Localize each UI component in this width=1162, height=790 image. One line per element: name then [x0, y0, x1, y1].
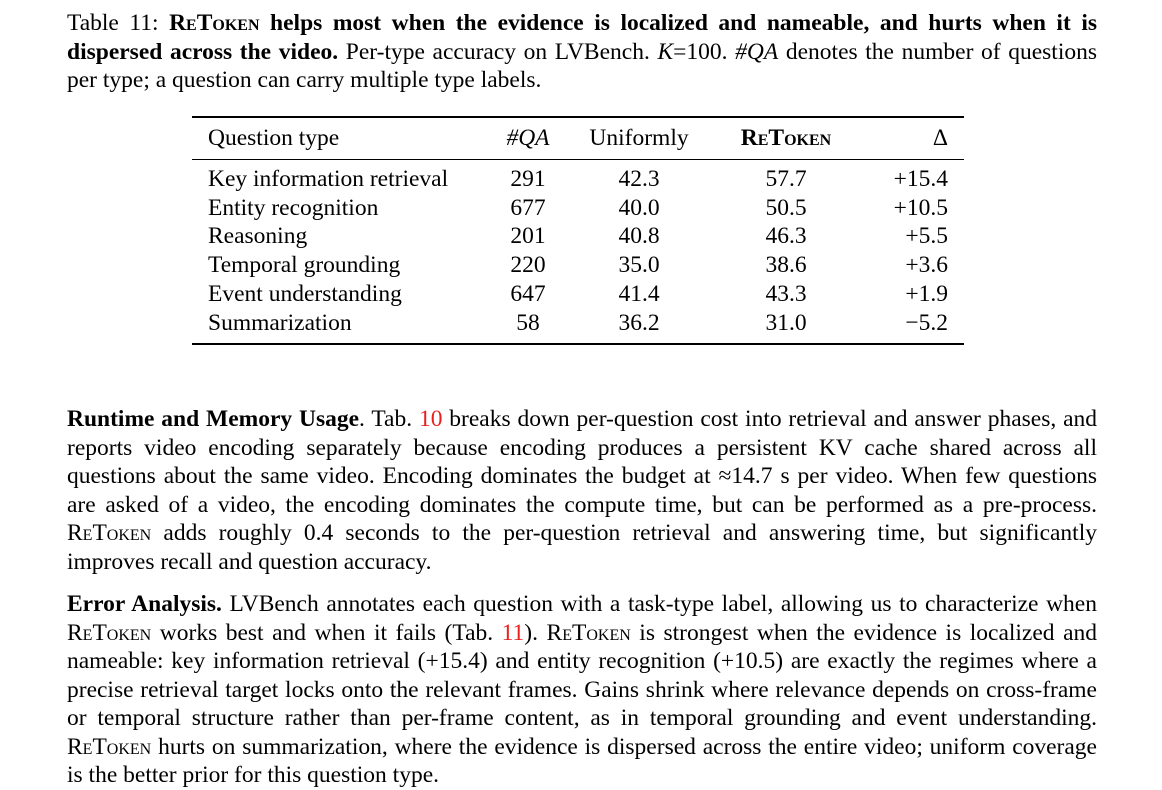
runtime-paragraph	[67, 405, 1097, 576]
cell-uniformly: 35.0	[618, 252, 660, 279]
error-method-name: ReToken	[546, 619, 631, 646]
caption-qa-term: #QA	[735, 38, 779, 65]
cell-question-type: Summarization	[208, 309, 352, 336]
results-table-container	[192, 116, 964, 345]
cell-question-type: Key information retrieval	[208, 166, 449, 192]
results-table	[192, 116, 964, 345]
error-method-name: ReToken	[67, 733, 152, 760]
cell-retoken: 31.0	[765, 309, 807, 336]
header-retoken: ReToken	[740, 125, 832, 151]
table-row	[192, 194, 964, 223]
error-text-2: works best and when it fails (Tab.	[151, 619, 502, 646]
caption-k-value: =100.	[673, 38, 736, 65]
error-method-name: ReToken	[67, 619, 152, 646]
caption-text-1: Per-type accuracy on LVBench.	[338, 38, 658, 65]
runtime-heading-punct: .	[359, 406, 365, 432]
cell-question-type: Entity recognition	[208, 194, 379, 221]
error-text-4: is strongest when the evidence is localized and nameable: key information retrieval (+15.4) and entity recognition (+10.5) are exactly the regimes where a precise retrieval target locks onto the relevant frames. Gains shrink where relevance depends on cross-frame or temporal structure rather than per-frame content, as in temporal grounding and event understanding.	[67, 619, 1097, 731]
cell-question-type: Reasoning	[208, 223, 308, 250]
table-header	[192, 117, 964, 160]
cell-delta: +10.5	[893, 194, 948, 221]
runtime-text-2: adds roughly 0.4 seconds to the per-question retrieval and answering time, but significantly improves recall and question accuracy.	[67, 520, 1097, 575]
header-delta: Δ	[932, 125, 948, 151]
runtime-heading: Runtime and Memory Usage	[67, 406, 360, 432]
cell-delta: +1.9	[905, 280, 948, 307]
header-row	[192, 117, 964, 160]
caption-k-variable: K	[657, 38, 674, 65]
cell-qa-count: 220	[510, 252, 546, 279]
cell-uniformly: 40.8	[618, 223, 660, 250]
runtime-text-1: breaks down per-question cost into retrieval and answer phases, and reports video encoding separately because encoding produces a persistent KV cache shared across all questions about the same video. Encoding dominates the budget at ≈14.7 s per video. When few questions are asked of a video, the encoding dominates the compute time, but can be performed as a pre-process.	[67, 406, 1097, 518]
cell-retoken: 50.5	[765, 194, 807, 221]
table-11-link[interactable]: 11	[501, 619, 525, 646]
cell-retoken: 43.3	[765, 280, 807, 307]
runtime-tab-prefix: Tab.	[364, 406, 419, 432]
cell-uniformly: 42.3	[618, 166, 660, 192]
cell-qa-count: 647	[510, 280, 546, 307]
table-row	[192, 160, 964, 194]
error-text-3: ).	[524, 619, 547, 646]
error-analysis-paragraph	[67, 590, 1097, 790]
table-row	[192, 280, 964, 309]
cell-retoken: 57.7	[765, 166, 807, 192]
cell-delta: +3.6	[905, 252, 948, 279]
caption-bold-rest: helps most when the evidence is localized and nameable, and hurts when it is dispersed across the video.	[67, 10, 1097, 65]
cell-delta: +5.5	[905, 223, 948, 250]
cell-question-type: Temporal grounding	[208, 252, 401, 279]
cell-retoken: 46.3	[765, 223, 807, 250]
error-text-1: LVBench annotates each question with a task-type label, allowing us to characterize when	[221, 591, 1097, 617]
table-row	[192, 222, 964, 251]
caption-method-name: ReToken	[169, 10, 260, 36]
table-row	[192, 309, 964, 345]
cell-retoken: 38.6	[765, 252, 807, 279]
header-qa-count: #QA	[506, 125, 550, 151]
table-body	[192, 160, 964, 345]
error-heading: Error Analysis.	[67, 591, 222, 617]
table-caption	[67, 9, 1097, 95]
cell-uniformly: 36.2	[618, 309, 660, 336]
cell-qa-count: 201	[510, 223, 546, 250]
cell-delta: +15.4	[893, 166, 948, 192]
cell-uniformly: 40.0	[618, 194, 660, 221]
cell-qa-count: 58	[516, 309, 540, 336]
runtime-method-name: ReToken	[67, 520, 152, 546]
cell-delta: −5.2	[905, 309, 948, 336]
error-text-5: hurts on summarization, where the evidence is dispersed across the entire video; uniform coverage is the better prior for this question type.	[67, 733, 1097, 788]
header-question-type: Question type	[208, 125, 340, 151]
cell-question-type: Event understanding	[208, 280, 402, 307]
cell-uniformly: 41.4	[618, 280, 660, 307]
caption-text-2: denotes the number of questions per type; a question can carry multiple type labels.	[67, 38, 1097, 94]
cell-qa-count: 677	[510, 194, 546, 221]
header-uniformly: Uniformly	[589, 125, 689, 151]
table-row	[192, 251, 964, 280]
table-10-link[interactable]: 10	[418, 406, 443, 432]
caption-label: Table 11:	[67, 10, 159, 36]
cell-qa-count: 291	[510, 166, 546, 192]
